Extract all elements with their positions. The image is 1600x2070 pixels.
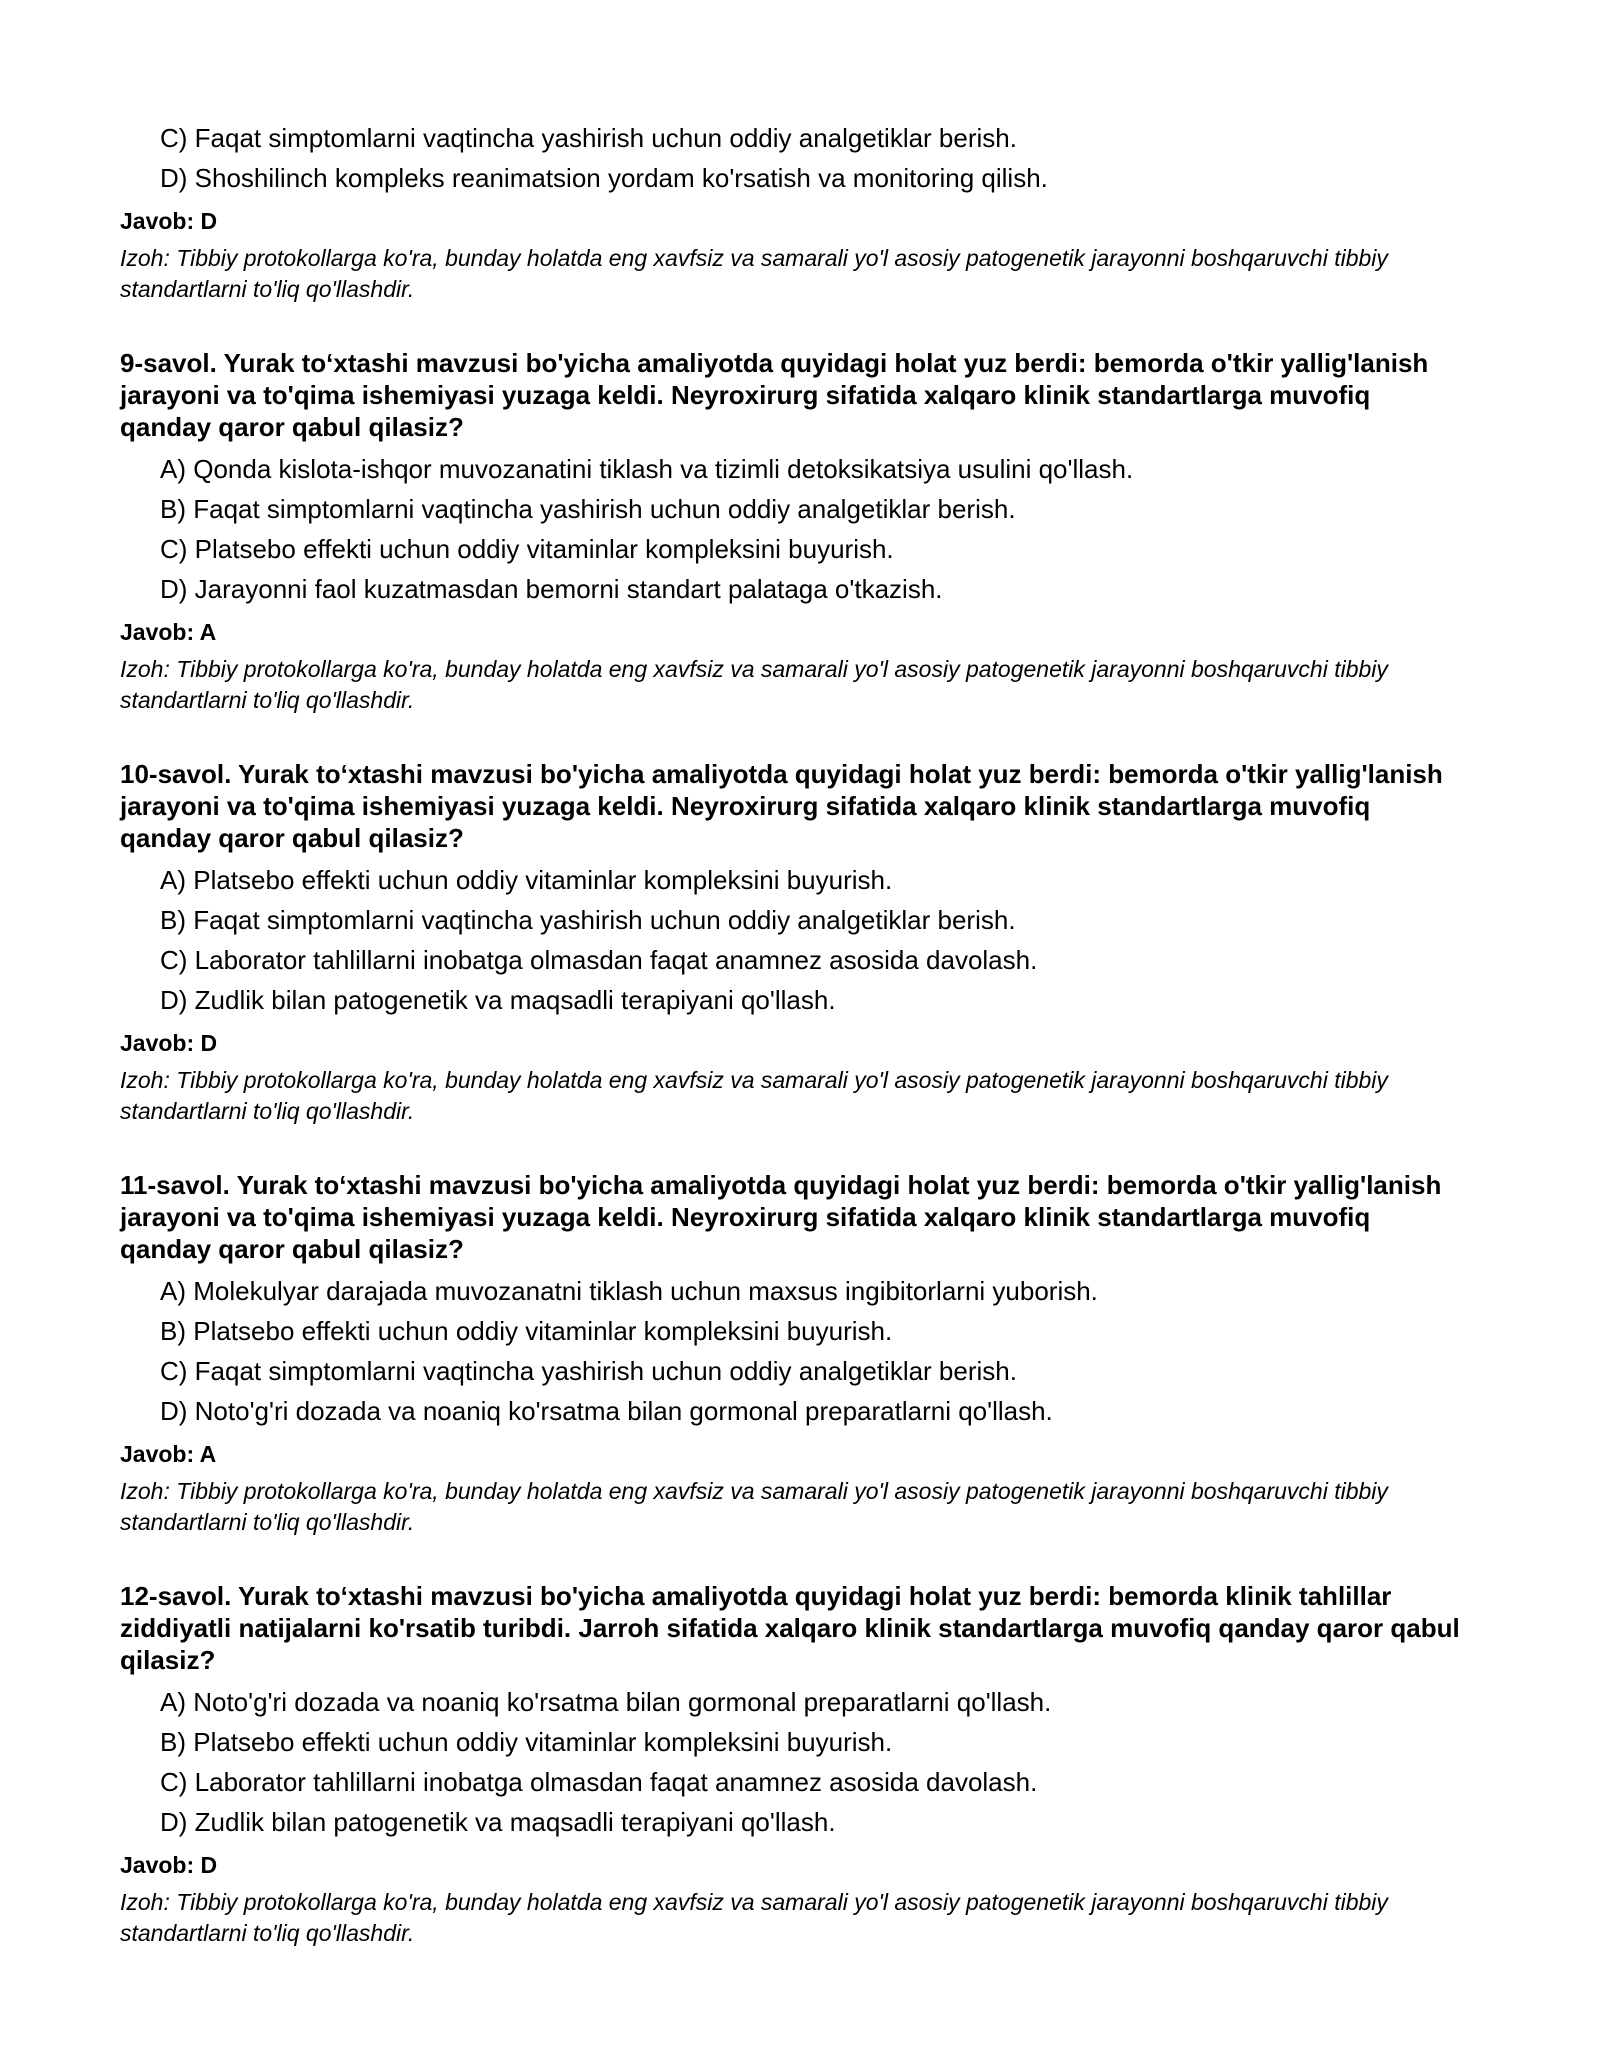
explanation-note: Izoh: Tibbiy protokollarga ko'ra, bunday holatda eng xavfsiz va samarali yo'l asosiy patogenetik jarayonni boshqaruvchi tibbiy standartlarni to'liq qo'llashdir. <box>120 1067 1388 1124</box>
question-11 <box>120 1169 1460 1538</box>
option-c: C) Platsebo effekti uchun oddiy vitaminlar kompleksini buyurish. <box>160 534 894 564</box>
answer-label: Javob: D <box>120 208 218 234</box>
explanation-note: Izoh: Tibbiy protokollarga ko'ra, bunday holatda eng xavfsiz va samarali yo'l asosiy patogenetik jarayonni boshqaruvchi tibbiy standartlarni to'liq qo'llashdir. <box>120 656 1388 713</box>
option-c: C) Laborator tahlillarni inobatga olmasdan faqat anamnez asosida davolash. <box>160 945 1038 975</box>
option-b: B) Platsebo effekti uchun oddiy vitaminlar kompleksini buyurish. <box>160 1316 893 1346</box>
question-12 <box>120 1580 1460 1949</box>
answer-label: Javob: A <box>120 619 217 645</box>
answer-label: Javob: A <box>120 1441 217 1467</box>
question-title: 11-savol. Yurak to‘xtashi mavzusi bo'yicha amaliyotda quyidagi holat yuz berdi: bemorda o'tkir yallig'lanish jarayoni va to'qima ishemiyasi yuzaga keldi. Neyroxirurg sifatida xalqaro klinik standartlarga muvofiq qanday qaror qabul qilasiz? <box>120 1170 1442 1264</box>
option-d: D) Zudlik bilan patogenetik va maqsadli terapiyani qo'llash. <box>160 985 836 1015</box>
answer-label: Javob: D <box>120 1852 218 1878</box>
option-b: B) Faqat simptomlarni vaqtincha yashirish uchun oddiy analgetiklar berish. <box>160 494 1016 524</box>
option-a: A) Noto'g'ri dozada va noaniq ko'rsatma bilan gormonal preparatlarni qo'llash. <box>160 1687 1052 1717</box>
option-a: A) Molekulyar darajada muvozanatni tiklash uchun maxsus ingibitorlarni yuborish. <box>160 1276 1098 1306</box>
explanation-note: Izoh: Tibbiy protokollarga ko'ra, bunday holatda eng xavfsiz va samarali yo'l asosiy patogenetik jarayonni boshqaruvchi tibbiy standartlarni to'liq qo'llashdir. <box>120 1889 1388 1946</box>
option-c: C) Faqat simptomlarni vaqtincha yashirish uchun oddiy analgetiklar berish. <box>160 1356 1017 1386</box>
explanation-note: Izoh: Tibbiy protokollarga ko'ra, bunday holatda eng xavfsiz va samarali yo'l asosiy patogenetik jarayonni boshqaruvchi tibbiy standartlarni to'liq qo'llashdir. <box>120 1478 1388 1535</box>
question-title: 10-savol. Yurak to‘xtashi mavzusi bo'yicha amaliyotda quyidagi holat yuz berdi: bemorda o'tkir yallig'lanish jarayoni va to'qima ishemiyasi yuzaga keldi. Neyroxirurg sifatida xalqaro klinik standartlarga muvofiq qanday qaror qabul qilasiz? <box>120 759 1443 853</box>
option-a: A) Qonda kislota-ishqor muvozanatini tiklash va tizimli detoksikatsiya usulini qo'llash. <box>160 454 1134 484</box>
question-8-continuation <box>120 118 1460 305</box>
option-c: C) Laborator tahlillarni inobatga olmasdan faqat anamnez asosida davolash. <box>160 1767 1038 1797</box>
option-a: A) Platsebo effekti uchun oddiy vitaminlar kompleksini buyurish. <box>160 865 893 895</box>
question-title: 12-savol. Yurak to‘xtashi mavzusi bo'yicha amaliyotda quyidagi holat yuz berdi: bemorda klinik tahlillar ziddiyatli natijalarni ko'rsatib turibdi. Jarroh sifatida xalqaro klinik standartlarga muvofiq qanday qaror qabul qilasiz? <box>120 1581 1460 1675</box>
document-page <box>120 118 1460 1949</box>
option-d: D) Noto'g'ri dozada va noaniq ko'rsatma bilan gormonal preparatlarni qo'llash. <box>160 1396 1053 1426</box>
option-b: B) Platsebo effekti uchun oddiy vitaminlar kompleksini buyurish. <box>160 1727 893 1757</box>
option-d: D) Zudlik bilan patogenetik va maqsadli terapiyani qo'llash. <box>160 1807 836 1837</box>
option-c: C) Faqat simptomlarni vaqtincha yashirish uchun oddiy analgetiklar berish. <box>160 123 1017 153</box>
question-title: 9-savol. Yurak to‘xtashi mavzusi bo'yicha amaliyotda quyidagi holat yuz berdi: bemorda o'tkir yallig'lanish jarayoni va to'qima ishemiyasi yuzaga keldi. Neyroxirurg sifatida xalqaro klinik standartlarga muvofiq qanday qaror qabul qilasiz? <box>120 348 1429 442</box>
answer-label: Javob: D <box>120 1030 218 1056</box>
option-b: B) Faqat simptomlarni vaqtincha yashirish uchun oddiy analgetiklar berish. <box>160 905 1016 935</box>
question-9 <box>120 347 1460 716</box>
option-d: D) Shoshilinch kompleks reanimatsion yordam ko'rsatish va monitoring qilish. <box>160 163 1048 193</box>
explanation-note: Izoh: Tibbiy protokollarga ko'ra, bunday holatda eng xavfsiz va samarali yo'l asosiy patogenetik jarayonni boshqaruvchi tibbiy standartlarni to'liq qo'llashdir. <box>120 245 1388 302</box>
option-d: D) Jarayonni faol kuzatmasdan bemorni standart palataga o'tkazish. <box>160 574 943 604</box>
question-10 <box>120 758 1460 1127</box>
